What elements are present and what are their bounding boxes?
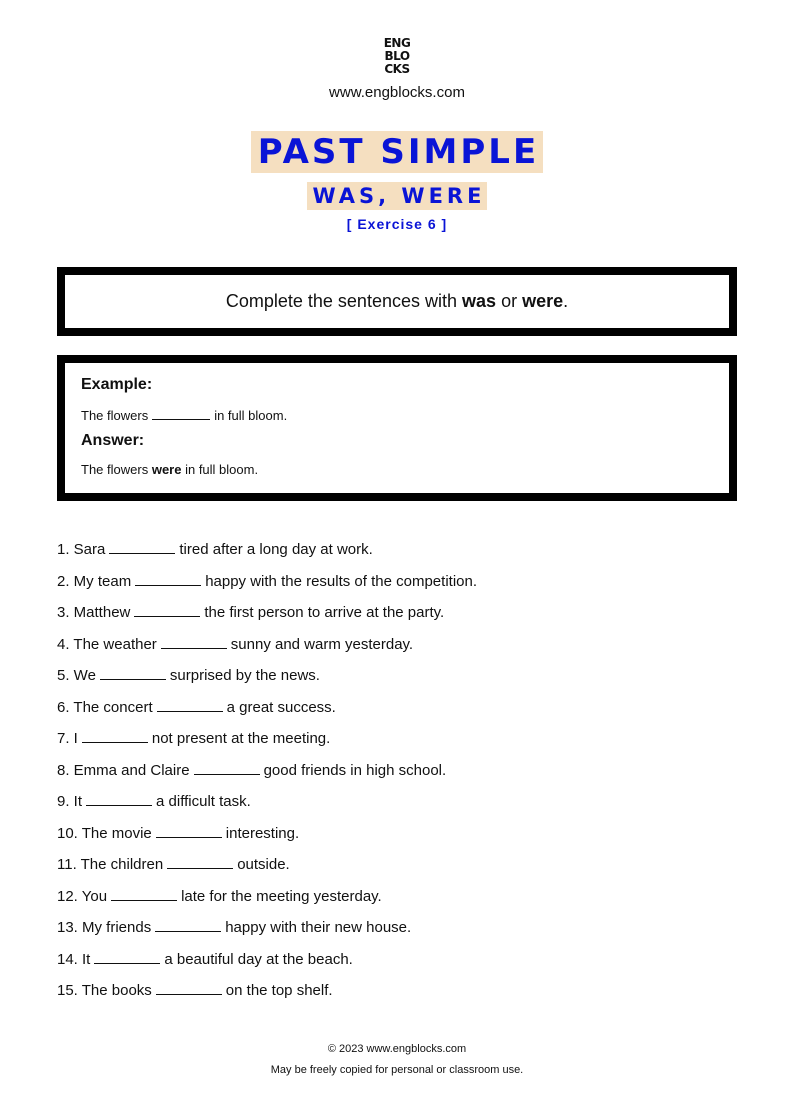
question-after: a beautiful day at the beach. [164,950,353,968]
answer-sentence [81,462,258,477]
answer-blank[interactable] [157,697,223,712]
question-after: tired after a long day at work. [179,541,373,558]
answer-blank[interactable] [156,823,222,838]
question-item [57,601,737,633]
question-before: 7. I [57,730,78,747]
answer-blank[interactable] [86,791,152,806]
question-item [57,696,737,728]
question-before: 8. Emma and Claire [57,761,190,779]
question-before: 6. The concert [57,698,153,716]
answer-word: were [151,462,182,477]
answer-blank[interactable] [135,571,201,586]
instructions-suffix: . [563,291,569,311]
question-after: not present at the meeting. [151,730,331,747]
example-before: The flowers [81,408,149,423]
exercise-label: [ Exercise 6 ] [346,216,448,232]
example-label: Example: [81,376,153,393]
question-item [57,822,737,854]
question-before: 5. We [57,667,96,684]
question-item [57,664,737,696]
instructions-prefix: Complete the sentences with [225,291,457,311]
question-before: 2. My team [57,572,132,590]
question-after: happy with the results of the competition. [205,572,478,590]
question-after: outside. [237,856,290,873]
question-item [57,885,737,917]
question-after: interesting. [225,824,300,842]
question-before: 3. Matthew [57,604,131,621]
question-item [57,759,737,791]
question-before: 13. My friends [57,919,152,936]
instructions-middle: or [501,291,518,311]
example-box [57,355,737,501]
answer-blank[interactable] [161,634,227,649]
footer-license: May be freely copied for personal or classroom use. [270,1064,524,1076]
answer-blank[interactable] [167,854,233,869]
question-after: good friends in high school. [263,761,447,779]
question-after: happy with their new house. [225,919,412,936]
example-after: in full bloom. [214,408,288,423]
question-before: 15. The books [57,982,152,999]
answer-blank[interactable] [100,665,166,680]
logo-line-2: BLO [384,49,410,63]
example-sentence [81,407,287,423]
engblocks-logo [379,37,415,76]
answer-before: The flowers [81,462,149,477]
question-after: on the top shelf. [225,982,333,999]
question-after: a difficult task. [156,793,251,810]
footer-copyright: © 2023 www.engblocks.com [327,1043,467,1055]
title-container [0,131,794,173]
question-after: sunny and warm yesterday. [230,635,414,653]
answer-blank[interactable] [194,760,260,775]
instructions-text [226,291,568,312]
page-title: PAST SIMPLE [251,131,543,173]
question-before: 9. It [57,793,83,810]
answer-label: Answer: [81,432,145,449]
answer-blank[interactable] [155,917,221,932]
question-before: 4. The weather [57,635,157,653]
question-item [57,948,737,980]
answer-after: in full bloom. [185,462,259,477]
question-item [57,633,737,665]
question-item [57,853,737,885]
question-before: 11. The children [57,856,164,873]
question-list [57,538,737,1011]
question-after: late for the meeting yesterday. [181,887,382,905]
answer-blank[interactable] [109,539,175,554]
question-item [57,570,737,602]
question-before: 10. The movie [57,824,152,842]
answer-blank[interactable] [82,728,148,743]
question-after: surprised by the news. [169,667,320,684]
question-item [57,790,737,822]
question-item [57,727,737,759]
subtitle-container [0,182,794,210]
logo-line-3: CKS [384,62,410,76]
answer-blank[interactable] [94,949,160,964]
question-item [57,916,737,948]
question-item [57,538,737,570]
instructions-word-was: was [462,291,497,311]
answer-blank[interactable] [134,602,200,617]
question-before: 12. You [57,887,108,905]
instructions-word-were: were [522,291,564,311]
instructions-box [57,267,737,336]
page-subtitle: WAS, WERE [307,182,488,210]
question-before: 14. It [57,950,91,968]
example-blank [152,407,210,420]
answer-blank[interactable] [111,886,177,901]
question-after: a great success. [226,698,336,716]
question-item [57,979,737,1011]
question-before: 1. Sara [57,541,106,558]
answer-blank[interactable] [156,980,222,995]
logo-line-1: ENG [383,36,411,50]
question-after: the first person to arrive at the party. [204,604,445,621]
site-url[interactable]: www.engblocks.com [329,84,465,101]
